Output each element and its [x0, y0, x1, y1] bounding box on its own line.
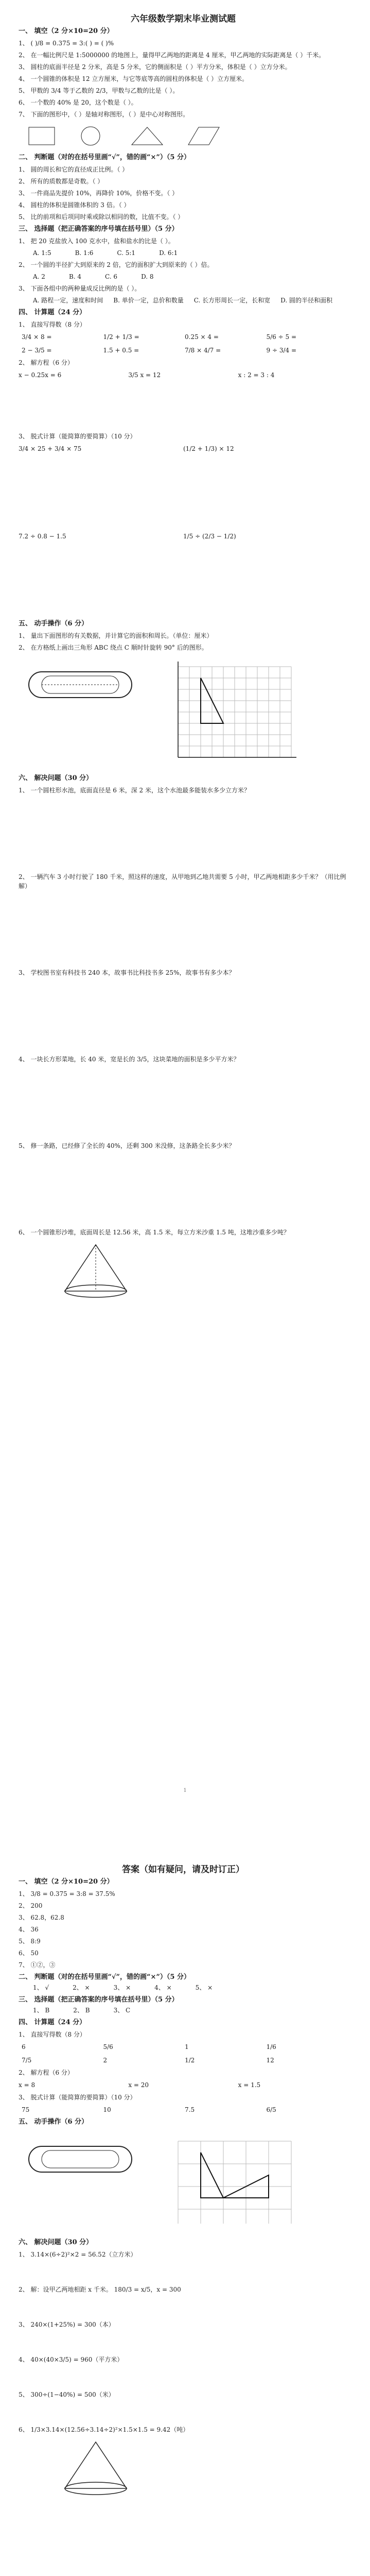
- s6-item: 1、 一个圆柱形水池，底面直径是 6 米，深 2 米，这个水池最多能装水多少立方米？: [19, 787, 250, 794]
- expression: 1/5 ÷ (2/3 − 1/2): [183, 533, 236, 540]
- answer-item: x = 20: [128, 2081, 149, 2089]
- option: B. 4: [68, 273, 82, 280]
- section3-heading: 三、 选择题（把正确答案的序号填在括号里）（5 分）: [19, 1996, 179, 2004]
- triangle-abc: [201, 2153, 223, 2198]
- a6-item: 6、 1/3×3.14×(12.56÷3.14÷2)²×1.5×1.5 = 9.42（吨）: [19, 2426, 189, 2433]
- page-title: 六年级数学期末毕业测试题: [131, 14, 236, 24]
- a2-item: 3、 ×: [113, 1984, 131, 1991]
- answer-item: 7/5: [22, 2057, 32, 2064]
- calc-item: 2 − 3/5 =: [22, 347, 52, 354]
- option: D. 6:1: [159, 249, 178, 257]
- a6-item: 2、 解：设甲乙两地相距 x 千米。 180/3 = x/5，x = 300: [19, 2286, 181, 2293]
- option: A. 2: [33, 273, 45, 280]
- s6-item: 5、 修一条路，已经修了全长的 40%，还剩 300 米没修，这条路全长多少米？: [19, 1142, 235, 1149]
- s2-item: 4、 圆柱的体积是圆锥体积的 3 倍。（ ）: [19, 201, 130, 209]
- section4-heading: 四、 计算题（24 分）: [19, 2019, 86, 2026]
- s3-question: 2、 一个圆的半径扩大到原来的 2 倍，它的面积扩大到原来的（ ）倍。: [19, 261, 214, 268]
- s3-options: [33, 248, 348, 258]
- s2-item: 5、 比的前项和后项同时乘或除以相同的数，比值不变。（ ）: [19, 213, 184, 221]
- a2-item: 4、 ×: [154, 1984, 172, 1991]
- a3-item: 1、 B: [33, 2007, 50, 2014]
- a3-item: 3、 C: [113, 2007, 131, 2014]
- cone-figure: [19, 1240, 173, 1301]
- s1-item: 1、 ( )/8 = 0.375 = 3:( ) = ( )%: [19, 40, 114, 47]
- expression: (1/2 + 1/3) × 12: [183, 445, 234, 452]
- answer-item: x = 1.5: [238, 2081, 261, 2089]
- a2-item: 1、 √: [33, 1984, 49, 1991]
- direct-answer-grid: [22, 2042, 348, 2065]
- expression: 3/4 × 25 + 3/4 × 75: [19, 445, 82, 452]
- expr-answer-grid: [22, 2105, 348, 2114]
- track-shape-figure: [19, 656, 147, 713]
- s3-question: 1、 把 20 克盐放入 100 克水中，盐和盐水的比是（ ）。: [19, 238, 174, 245]
- grid-figure: [168, 656, 302, 770]
- option: A. 1:5: [33, 249, 51, 257]
- calc-item: 9 ÷ 3/4 =: [266, 347, 296, 354]
- s4-sub-heading: 3、 脱式计算（能简算的要简算）（10 分）: [19, 2094, 136, 2101]
- a1-item: 5、 8:9: [19, 1938, 41, 1945]
- answer-item: 6/5: [266, 2106, 276, 2113]
- a6-item: 4、 40×(40×3/5) = 960（平方米）: [19, 2356, 124, 2363]
- a1-item: 4、 36: [19, 1926, 39, 1933]
- section2-heading: 二、 判断题（对的在括号里画“√”，错的画“×”）（5 分）: [19, 154, 190, 161]
- a6-item: 1、 3.14×(6÷2)²×2 = 56.52（立方米）: [19, 2251, 137, 2258]
- answer-item: 6: [22, 2043, 26, 2050]
- s6-item: 3、 学校图书室有科技书 240 本，故事书比科技书多 25%，故事书有多少本？: [19, 969, 235, 976]
- answer-item: 5/6: [103, 2043, 113, 2050]
- cone-figure: [19, 2437, 173, 2499]
- calc-item: 5/6 ÷ 5 =: [266, 333, 296, 341]
- parallelogram-shape: [188, 127, 219, 145]
- s3-options: [33, 272, 348, 281]
- section5-heading: 五、 动手操作（6 分）: [19, 2118, 89, 2126]
- s2-item: 1、 圆的周长和它的直径成正比例。（ ）: [19, 166, 129, 173]
- a1-item: 6、 50: [19, 1950, 39, 1957]
- expression-grid: [19, 444, 348, 453]
- a1-item: 2、 200: [19, 1902, 43, 1909]
- page-number: 1: [183, 1788, 187, 1793]
- calc-item: 1/2 + 1/3 =: [103, 333, 139, 341]
- a6-item: 3、 240×(1+25%) = 300（本）: [19, 2321, 115, 2328]
- question-sheet: [19, 14, 348, 1304]
- option: D. 8: [141, 273, 154, 280]
- expression: 7.2 ÷ 0.8 − 1.5: [19, 533, 66, 540]
- triangle-shape: [132, 127, 163, 145]
- option: C. 6: [105, 273, 118, 280]
- a3-item: 2、 B: [73, 2007, 90, 2014]
- equation: 3/5 x = 12: [128, 371, 161, 379]
- calc-item: 3/4 × 8 =: [22, 333, 52, 341]
- s4-sub-heading: 3、 脱式计算（能简算的要简算）（10 分）: [19, 433, 136, 440]
- answer-title: 答案（如有疑问，请及时订正）: [122, 1865, 244, 1875]
- option: B. 单价一定，总价和数量: [113, 297, 184, 304]
- section3-heading: 三、 选择题（把正确答案的序号填在括号里）（5 分）: [19, 225, 179, 233]
- answer-item: 1: [185, 2043, 189, 2050]
- s3-question: 3、 下面各组中的两种量成反比例的是（ ）。: [19, 285, 141, 292]
- direct-calc-grid: [22, 332, 348, 355]
- s4-sub-heading: 2、 解方程（6 分）: [19, 359, 74, 366]
- s3-options: [33, 296, 348, 305]
- s4-sub-heading: 2、 解方程（6 分）: [19, 2069, 74, 2076]
- option: C. 长方形周长一定，长和宽: [193, 297, 271, 304]
- s5-item: 2、 在方格纸上画出三角形 ABC 绕点 C 顺时针旋转 90° 后的图形。: [19, 644, 208, 651]
- answer-item: 75: [22, 2106, 30, 2113]
- answer-sheet: [19, 1865, 348, 2501]
- s1-item: 2、 在一幅比例尺是 1:5000000 的地图上，量得甲乙两地的距离是 4 厘米，甲乙两地的实际距离是（ ）千米。: [19, 52, 325, 59]
- s4-sub-heading: 1、 直接写得数（8 分）: [19, 321, 86, 328]
- equation: x − 0.25x = 6: [19, 371, 62, 379]
- s1-item: 6、 一个数的 40% 是 20，这个数是（ ）。: [19, 99, 137, 106]
- a2-item: 2、 ×: [73, 1984, 90, 1991]
- s2-item: 2、 所有的质数都是奇数。（ ）: [19, 178, 104, 185]
- a1-item: 3、 62.8，62.8: [19, 1914, 64, 1921]
- section5-heading: 五、 动手操作（6 分）: [19, 620, 89, 628]
- s1-item: 5、 甲数的 3/4 等于乙数的 2/3，甲数与乙数的比是（ ）。: [19, 87, 179, 94]
- circle-shape: [81, 127, 100, 145]
- a3-row: [33, 2006, 348, 2015]
- symmetry-shapes: [19, 123, 224, 149]
- symmetry-figures: [19, 123, 348, 149]
- s6-item: 6、 一个圆锥形沙堆，底面周长是 12.56 米，高 1.5 米，每立方米沙重 1.5 吨，这堆沙重多少吨？: [19, 1229, 290, 1236]
- section4-heading: 四、 计算题（24 分）: [19, 309, 86, 316]
- a2-item: 5、 ×: [195, 1984, 213, 1991]
- equation-answer-grid: [19, 2080, 348, 2090]
- option: B. 1:6: [75, 249, 94, 257]
- grid-answer-figure: [168, 2131, 302, 2234]
- calc-item: 1.5 + 0.5 =: [103, 347, 139, 354]
- answer-item: 2: [103, 2057, 108, 2064]
- section1-heading: 一、 填空（2 分×10=20 分）: [19, 27, 114, 35]
- answer-figures: [19, 2131, 348, 2234]
- s4-sub-heading: 1、 直接写得数（8 分）: [19, 2031, 86, 2038]
- expression-grid: [19, 532, 348, 541]
- s6-item: 4、 一块长方形菜地，长 40 米，宽是长的 3/5，这块菜地的面积是多少平方米？: [19, 1056, 240, 1063]
- calc-item: 0.25 × 4 =: [185, 333, 219, 341]
- answer-item: 10: [103, 2106, 111, 2113]
- s1-item: 3、 圆柱的底面半径是 2 分米，高是 5 分米，它的侧面积是（ ）平方分米，体积是（ ）立方分米。: [19, 63, 291, 71]
- answer-item: 1/6: [266, 2043, 276, 2050]
- a1-item: 1、 3/8 = 0.375 = 3:8 = 37.5%: [19, 1890, 115, 1897]
- a2-row: [33, 1983, 348, 1992]
- section1-heading: 一、 填空（2 分×10=20 分）: [19, 1878, 114, 1886]
- s1-item: 4、 一个圆锥的体积是 12 立方厘米，与它等底等高的圆柱的体积是（ ）立方厘米。: [19, 75, 249, 82]
- answer-item: x = 8: [19, 2081, 36, 2089]
- s2-item: 3、 一件商品先提价 10%，再降价 10%，价格不变。（ ）: [19, 190, 179, 197]
- section6-heading: 六、 解决问题（30 分）: [19, 774, 93, 782]
- option: A. 路程一定，速度和时间: [33, 297, 103, 304]
- a1-item: 7、 ①②，③: [19, 1961, 56, 1969]
- answer-item: 12: [266, 2057, 274, 2064]
- equation-grid: [19, 370, 348, 380]
- calc-item: 7/8 × 4/7 =: [185, 347, 221, 354]
- answer-item: 7.5: [185, 2106, 195, 2113]
- rectangle-shape: [29, 127, 55, 145]
- equation: x : 2 = 3 : 4: [238, 371, 275, 379]
- option: D. 圆的半径和面积: [280, 297, 332, 304]
- s6-item: 2、 一辆汽车 3 小时行驶了 180 千米，照这样的速度，从甲地到乙地共需要 5 小时，甲乙两地相距多少千米？（用比例解）: [19, 873, 346, 890]
- operation-figures: [19, 656, 348, 770]
- answer-item: 1/2: [185, 2057, 195, 2064]
- s1-item: 7、 下面的图形中，（ ）是轴对称图形，（ ）是中心对称图形。: [19, 111, 189, 118]
- s5-item: 1、 量出下面图形的有关数据，并计算它的面积和周长。（单位：厘米）: [19, 632, 213, 639]
- option: C. 5:1: [117, 249, 136, 257]
- a6-item: 5、 300÷(1−40%) = 500（米）: [19, 2391, 115, 2398]
- track-shape-figure: [19, 2131, 147, 2188]
- section6-heading: 六、 解决问题（30 分）: [19, 2239, 93, 2246]
- section2-heading: 二、 判断题（对的在括号里画“√”，错的画“×”）（5 分）: [19, 1973, 190, 1981]
